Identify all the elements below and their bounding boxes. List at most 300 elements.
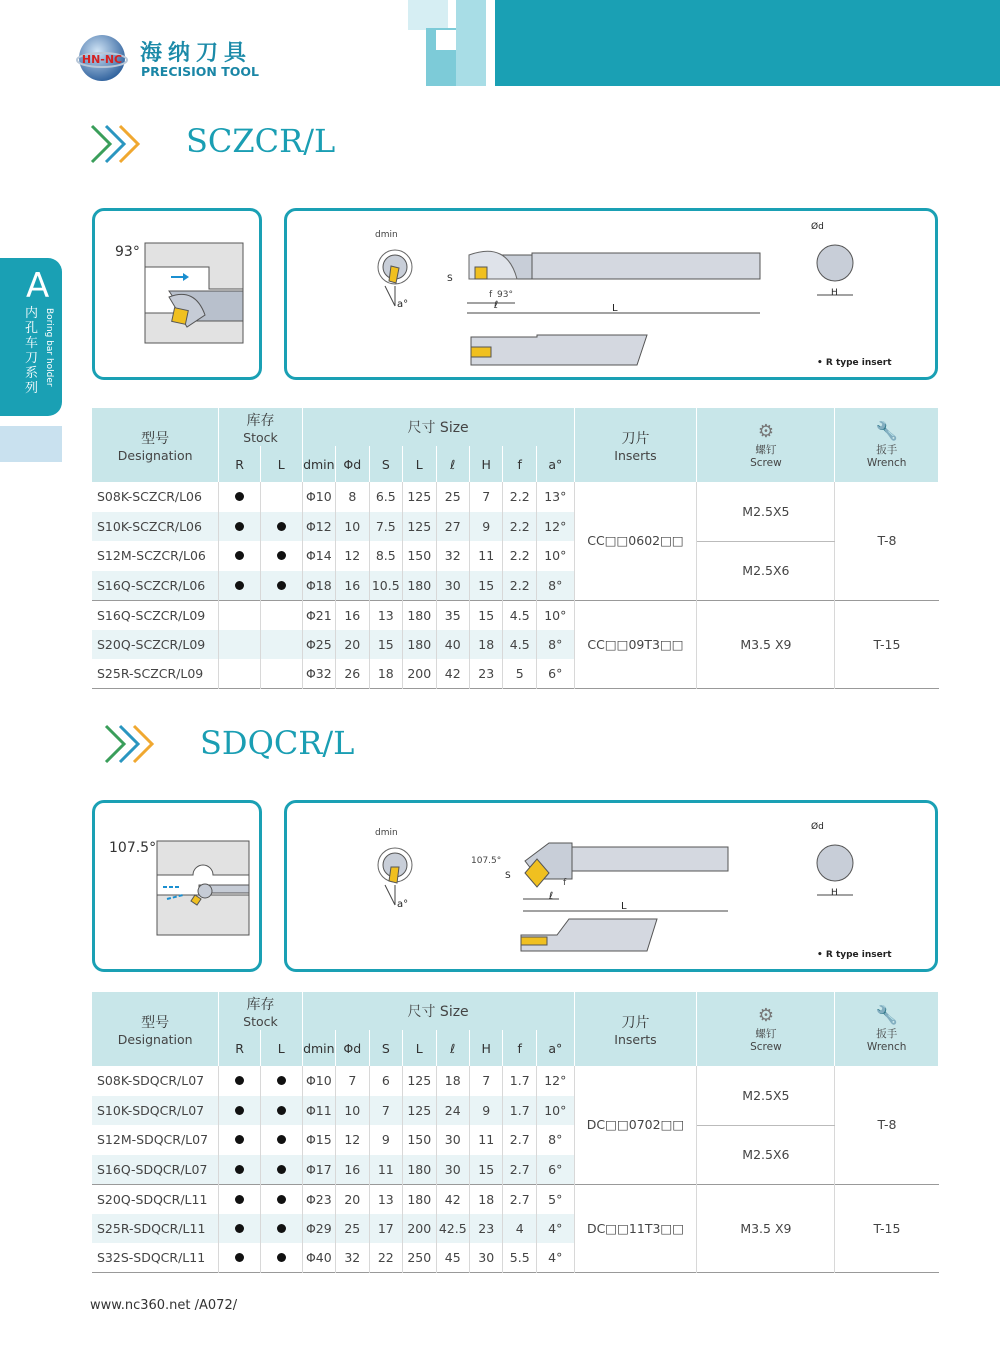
- in-stock-dot: [277, 522, 286, 531]
- insert-cell: DC□□0702□□: [574, 1066, 697, 1184]
- col-f: f: [503, 446, 536, 482]
- insert-cell: CC□□0602□□: [574, 482, 697, 600]
- col-f: f: [503, 1030, 536, 1066]
- stock-r-cell: [219, 1125, 261, 1155]
- alpha-cell: 8°: [536, 630, 574, 660]
- table-row: [92, 482, 939, 512]
- dmin-cell: Φ29: [302, 1214, 335, 1244]
- in-stock-dot: [235, 581, 244, 590]
- stock-header-cn: 库存: [246, 412, 275, 429]
- model-cell: S25R-SDQCR/L11: [92, 1214, 219, 1244]
- in-stock-dot: [235, 1135, 244, 1144]
- dmin-cell: Φ21: [302, 600, 335, 630]
- alpha-cell: 6°: [536, 1155, 574, 1185]
- side-deco-block: [0, 426, 62, 462]
- ell-label: ℓ: [549, 891, 554, 902]
- inserts-header-cn: 刀片: [621, 1014, 650, 1031]
- inserts-header-en: Inserts: [614, 447, 657, 463]
- len-cell: 125: [403, 482, 436, 512]
- cutting-angle-panel: [92, 208, 262, 380]
- s-cell: 22: [369, 1243, 402, 1273]
- in-stock-dot: [277, 1224, 286, 1233]
- dmin-cell: Φ40: [302, 1243, 335, 1273]
- workpiece-diagram: [139, 241, 249, 351]
- ell-cell: 42: [436, 1184, 469, 1214]
- l-label: L: [612, 303, 618, 314]
- model-cell: S25R-SCZCR/L09: [92, 659, 219, 689]
- f-cell: 4: [503, 1214, 536, 1244]
- phid-cell: 7: [336, 1066, 369, 1096]
- wrench-cell: T-15: [835, 1184, 939, 1273]
- alpha-cell: 10°: [536, 1096, 574, 1126]
- h-cell: 15: [470, 600, 503, 630]
- col-r: R: [219, 446, 261, 482]
- alpha-cell: 13°: [536, 482, 574, 512]
- alpha-cell: 12°: [536, 1066, 574, 1096]
- phid-cell: 16: [336, 1155, 369, 1185]
- stock-l-cell: [260, 630, 302, 660]
- dmin-cell: Φ11: [302, 1096, 335, 1126]
- h-cell: 9: [470, 1096, 503, 1126]
- tool-drawing: [287, 803, 935, 969]
- dmin-label: dmin: [375, 828, 398, 838]
- h-label: H: [831, 288, 838, 298]
- company-logo: [76, 33, 130, 83]
- stock-r-cell: [219, 1066, 261, 1096]
- alpha-cell: 4°: [536, 1243, 574, 1273]
- phid-label: Ød: [811, 822, 824, 832]
- model-header: [92, 992, 219, 1066]
- s-cell: 15: [369, 630, 402, 660]
- screw-cell: M2.5X6: [697, 541, 835, 600]
- stock-l-cell: [260, 1066, 302, 1096]
- wrench-cell: T-15: [835, 600, 939, 689]
- section-title: SCZCR/L: [186, 122, 336, 160]
- spec-table: [92, 992, 939, 1273]
- len-cell: 250: [403, 1243, 436, 1273]
- dmin-cell: Φ32: [302, 659, 335, 689]
- ell-cell: 30: [436, 1155, 469, 1185]
- side-tab-label-en: Boring bar holder: [44, 308, 54, 387]
- alpha-cell: 10°: [536, 600, 574, 630]
- f-cell: 2.7: [503, 1184, 536, 1214]
- in-stock-dot: [235, 522, 244, 531]
- col-ell: ℓ: [436, 1030, 469, 1066]
- section-title: SDQCR/L: [200, 724, 355, 762]
- chevron-arrows-icon: [90, 122, 150, 166]
- f-cell: 2.7: [503, 1155, 536, 1185]
- screw-cell: M3.5 X9: [697, 1184, 835, 1273]
- brand-name-cn: 海纳刀具: [140, 41, 253, 66]
- f-cell: 4.5: [503, 600, 536, 630]
- insert-type-note: • R type insert: [817, 358, 892, 368]
- f-cell: 2.2: [503, 482, 536, 512]
- cutting-angle-label: 107.5°: [109, 840, 157, 856]
- wrench-header-en: Wrench: [866, 457, 907, 469]
- stock-l-cell: [260, 571, 302, 601]
- wrench-cell: T-8: [835, 482, 939, 600]
- insert-type-note: • R type insert: [817, 950, 892, 960]
- len-cell: 200: [403, 1214, 436, 1244]
- in-stock-dot: [235, 492, 244, 501]
- len-cell: 180: [403, 630, 436, 660]
- ell-cell: 30: [436, 571, 469, 601]
- angle-label: 107.5°: [471, 856, 502, 866]
- stock-header: [219, 992, 302, 1030]
- screw-header-en: Screw: [750, 457, 782, 469]
- f-cell: 2.2: [503, 512, 536, 542]
- ell-cell: 18: [436, 1066, 469, 1096]
- screw-cell: M2.5X5: [697, 482, 835, 541]
- len-cell: 180: [403, 1184, 436, 1214]
- col-len: L: [403, 1030, 436, 1066]
- model-cell: S16Q-SCZCR/L06: [92, 571, 219, 601]
- in-stock-dot: [235, 1224, 244, 1233]
- wrench-cell: T-8: [835, 1066, 939, 1184]
- alpha-cell: 8°: [536, 571, 574, 601]
- in-stock-dot: [277, 581, 286, 590]
- ell-label: ℓ: [494, 300, 499, 311]
- stock-r-cell: [219, 1243, 261, 1273]
- stock-r-cell: [219, 1184, 261, 1214]
- inserts-header-cn: 刀片: [621, 430, 650, 447]
- alpha-cell: 8°: [536, 1125, 574, 1155]
- in-stock-dot: [277, 551, 286, 560]
- in-stock-dot: [235, 1165, 244, 1174]
- alpha-cell: 10°: [536, 541, 574, 571]
- dmin-cell: Φ10: [302, 482, 335, 512]
- col-s: S: [369, 446, 402, 482]
- screw-icon: ⚙: [757, 1005, 774, 1026]
- f-cell: 1.7: [503, 1066, 536, 1096]
- s-cell: 10.5: [369, 571, 402, 601]
- ell-cell: 35: [436, 600, 469, 630]
- wrench-header-cn: 扳手: [876, 444, 898, 456]
- phid-cell: 16: [336, 600, 369, 630]
- model-cell: S20Q-SCZCR/L09: [92, 630, 219, 660]
- len-cell: 125: [403, 1096, 436, 1126]
- in-stock-dot: [277, 1076, 286, 1085]
- screw-header: [697, 408, 835, 482]
- len-cell: 180: [403, 600, 436, 630]
- model-header: [92, 408, 219, 482]
- stock-r-cell: [219, 1155, 261, 1185]
- h-cell: 7: [470, 482, 503, 512]
- dmin-cell: Φ12: [302, 512, 335, 542]
- f-cell: 5.5: [503, 1243, 536, 1273]
- s-cell: 13: [369, 1184, 402, 1214]
- stock-l-cell: [260, 1155, 302, 1185]
- s-cell: 7: [369, 1096, 402, 1126]
- col-phid: Φd: [336, 1030, 369, 1066]
- stock-l-cell: [260, 1243, 302, 1273]
- s-cell: 9: [369, 1125, 402, 1155]
- header-deco-square: [456, 0, 486, 86]
- col-s: S: [369, 1030, 402, 1066]
- col-l: L: [260, 446, 302, 482]
- model-header-cn: 型号: [141, 1014, 170, 1031]
- inserts-header-en: Inserts: [614, 1031, 657, 1047]
- dmin-cell: Φ23: [302, 1184, 335, 1214]
- col-dmin: dmin: [302, 1030, 335, 1066]
- s-cell: 11: [369, 1155, 402, 1185]
- footer-url: www.nc360.net /A072/: [90, 1298, 238, 1313]
- stock-l-cell: [260, 512, 302, 542]
- dmin-cell: Φ25: [302, 630, 335, 660]
- stock-l-cell: [260, 1096, 302, 1126]
- stock-l-cell: [260, 600, 302, 630]
- in-stock-dot: [277, 1253, 286, 1262]
- len-cell: 200: [403, 659, 436, 689]
- tool-dimension-panel: [284, 800, 938, 972]
- h-cell: 18: [470, 630, 503, 660]
- f-cell: 2.7: [503, 1125, 536, 1155]
- stock-l-cell: [260, 1214, 302, 1244]
- len-cell: 125: [403, 1066, 436, 1096]
- f-cell: 1.7: [503, 1096, 536, 1126]
- f-label: f: [489, 290, 493, 300]
- phid-cell: 20: [336, 630, 369, 660]
- model-cell: S10K-SDQCR/L07: [92, 1096, 219, 1126]
- col-dmin: dmin: [302, 446, 335, 482]
- screw-cell: M2.5X6: [697, 1125, 835, 1184]
- model-cell: S12M-SCZCR/L06: [92, 541, 219, 571]
- insert-cell: DC□□11T3□□: [574, 1184, 697, 1273]
- header-deco-square: [436, 30, 456, 50]
- wrench-icon: 🔧: [875, 1005, 898, 1026]
- s-cell: 18: [369, 659, 402, 689]
- h-cell: 15: [470, 1155, 503, 1185]
- stock-r-cell: [219, 1214, 261, 1244]
- h-cell: 11: [470, 1125, 503, 1155]
- side-tab-letter: A: [26, 266, 50, 306]
- screw-cell: M2.5X5: [697, 1066, 835, 1125]
- in-stock-dot: [277, 1165, 286, 1174]
- in-stock-dot: [277, 1195, 286, 1204]
- size-header: 尺寸 Size: [302, 408, 574, 446]
- s-cell: 8.5: [369, 541, 402, 571]
- ell-cell: 25: [436, 482, 469, 512]
- alpha-label: a°: [397, 299, 409, 310]
- model-cell: S08K-SCZCR/L06: [92, 482, 219, 512]
- side-tab-label-cn: 内孔车刀系列: [25, 306, 39, 396]
- stock-r-cell: [219, 630, 261, 660]
- col-l: L: [260, 1030, 302, 1066]
- col-h: H: [470, 1030, 503, 1066]
- model-header-en: Designation: [117, 1031, 193, 1047]
- ell-cell: 42: [436, 659, 469, 689]
- phid-cell: 25: [336, 1214, 369, 1244]
- phid-label: Ød: [811, 222, 824, 232]
- ell-cell: 30: [436, 1125, 469, 1155]
- stock-l-cell: [260, 659, 302, 689]
- model-header-en: Designation: [117, 447, 193, 463]
- logo-text: HN-NC: [81, 53, 123, 66]
- dmin-cell: Φ17: [302, 1155, 335, 1185]
- col-len: L: [403, 446, 436, 482]
- s-label: S: [447, 274, 453, 284]
- phid-cell: 26: [336, 659, 369, 689]
- screw-header-cn: 螺钉: [755, 444, 777, 456]
- h-cell: 9: [470, 512, 503, 542]
- in-stock-dot: [235, 1076, 244, 1085]
- model-cell: S10K-SCZCR/L06: [92, 512, 219, 542]
- f-label: f: [563, 878, 567, 888]
- alpha-cell: 6°: [536, 659, 574, 689]
- inserts-header: [574, 992, 697, 1066]
- alpha-label: a°: [397, 899, 409, 910]
- stock-r-cell: [219, 512, 261, 542]
- model-cell: S32S-SDQCR/L11: [92, 1243, 219, 1273]
- phid-cell: 10: [336, 1096, 369, 1126]
- tool-drawing: [287, 211, 935, 377]
- cutting-angle-label: 93°: [115, 244, 140, 260]
- ell-cell: 27: [436, 512, 469, 542]
- size-header: 尺寸 Size: [302, 992, 574, 1030]
- table-row: [92, 1184, 939, 1214]
- model-cell: S16Q-SDQCR/L07: [92, 1155, 219, 1185]
- spec-table: [92, 408, 939, 689]
- dmin-cell: Φ15: [302, 1125, 335, 1155]
- angle-label: 93°: [497, 290, 513, 300]
- screw-header-en: Screw: [750, 1041, 782, 1053]
- table-row: [92, 600, 939, 630]
- col-alpha: a°: [536, 1030, 574, 1066]
- model-cell: S12M-SDQCR/L07: [92, 1125, 219, 1155]
- screw-header: [697, 992, 835, 1066]
- h-cell: 11: [470, 541, 503, 571]
- chevron-arrows-icon: [104, 722, 164, 766]
- stock-header-en: Stock: [243, 1013, 278, 1029]
- stock-r-cell: [219, 571, 261, 601]
- stock-header: [219, 408, 302, 446]
- stock-header-en: Stock: [243, 429, 278, 445]
- stock-r-cell: [219, 541, 261, 571]
- stock-r-cell: [219, 1096, 261, 1126]
- h-label: H: [831, 888, 838, 898]
- in-stock-dot: [235, 1253, 244, 1262]
- header-bar: [495, 0, 1000, 86]
- f-cell: 2.2: [503, 571, 536, 601]
- phid-cell: 32: [336, 1243, 369, 1273]
- alpha-cell: 4°: [536, 1214, 574, 1244]
- stock-l-cell: [260, 1184, 302, 1214]
- col-alpha: a°: [536, 446, 574, 482]
- len-cell: 180: [403, 571, 436, 601]
- table-row: [92, 1125, 939, 1155]
- len-cell: 150: [403, 541, 436, 571]
- col-r: R: [219, 1030, 261, 1066]
- ell-cell: 32: [436, 541, 469, 571]
- wrench-icon: 🔧: [875, 421, 898, 442]
- in-stock-dot: [235, 1106, 244, 1115]
- phid-cell: 12: [336, 541, 369, 571]
- wrench-header: [835, 992, 939, 1066]
- h-cell: 30: [470, 1243, 503, 1273]
- s-cell: 6.5: [369, 482, 402, 512]
- stock-header-cn: 库存: [246, 996, 275, 1013]
- s-cell: 17: [369, 1214, 402, 1244]
- phid-cell: 12: [336, 1125, 369, 1155]
- len-cell: 125: [403, 512, 436, 542]
- phid-cell: 10: [336, 512, 369, 542]
- workpiece-diagram: [153, 839, 253, 939]
- wrench-header-cn: 扳手: [876, 1028, 898, 1040]
- col-ell: ℓ: [436, 446, 469, 482]
- f-cell: 5: [503, 659, 536, 689]
- ell-cell: 24: [436, 1096, 469, 1126]
- in-stock-dot: [277, 1135, 286, 1144]
- model-cell: S08K-SDQCR/L07: [92, 1066, 219, 1096]
- phid-cell: 8: [336, 482, 369, 512]
- col-phid: Φd: [336, 446, 369, 482]
- table-row: [92, 1066, 939, 1096]
- stock-l-cell: [260, 482, 302, 512]
- brand-name-en: PRECISION TOOL: [141, 64, 259, 79]
- screw-icon: ⚙: [757, 421, 774, 442]
- header-deco-square: [408, 0, 448, 30]
- h-cell: 15: [470, 571, 503, 601]
- model-cell: S16Q-SCZCR/L09: [92, 600, 219, 630]
- alpha-cell: 5°: [536, 1184, 574, 1214]
- s-cell: 13: [369, 600, 402, 630]
- model-cell: S20Q-SDQCR/L11: [92, 1184, 219, 1214]
- wrench-header: [835, 408, 939, 482]
- h-cell: 23: [470, 1214, 503, 1244]
- insert-cell: CC□□09T3□□: [574, 600, 697, 689]
- phid-cell: 20: [336, 1184, 369, 1214]
- ell-cell: 40: [436, 630, 469, 660]
- l-label: L: [621, 901, 627, 912]
- stock-l-cell: [260, 1125, 302, 1155]
- h-cell: 18: [470, 1184, 503, 1214]
- wrench-header-en: Wrench: [866, 1041, 907, 1053]
- table-row: [92, 541, 939, 571]
- ell-cell: 45: [436, 1243, 469, 1273]
- col-h: H: [470, 446, 503, 482]
- len-cell: 180: [403, 1155, 436, 1185]
- h-cell: 23: [470, 659, 503, 689]
- len-cell: 150: [403, 1125, 436, 1155]
- model-header-cn: 型号: [141, 430, 170, 447]
- dmin-cell: Φ10: [302, 1066, 335, 1096]
- in-stock-dot: [235, 551, 244, 560]
- inserts-header: [574, 408, 697, 482]
- dmin-cell: Φ18: [302, 571, 335, 601]
- dmin-label: dmin: [375, 230, 398, 240]
- stock-r-cell: [219, 600, 261, 630]
- h-cell: 7: [470, 1066, 503, 1096]
- in-stock-dot: [277, 1106, 286, 1115]
- ell-cell: 42.5: [436, 1214, 469, 1244]
- stock-r-cell: [219, 659, 261, 689]
- screw-cell: M3.5 X9: [697, 600, 835, 689]
- f-cell: 2.2: [503, 541, 536, 571]
- phid-cell: 16: [336, 571, 369, 601]
- cutting-angle-panel: [92, 800, 262, 972]
- in-stock-dot: [235, 1195, 244, 1204]
- s-cell: 6: [369, 1066, 402, 1096]
- alpha-cell: 12°: [536, 512, 574, 542]
- s-cell: 7.5: [369, 512, 402, 542]
- dmin-cell: Φ14: [302, 541, 335, 571]
- screw-header-cn: 螺钉: [755, 1028, 777, 1040]
- f-cell: 4.5: [503, 630, 536, 660]
- stock-r-cell: [219, 482, 261, 512]
- tool-dimension-panel: [284, 208, 938, 380]
- s-label: S: [505, 871, 511, 881]
- stock-l-cell: [260, 541, 302, 571]
